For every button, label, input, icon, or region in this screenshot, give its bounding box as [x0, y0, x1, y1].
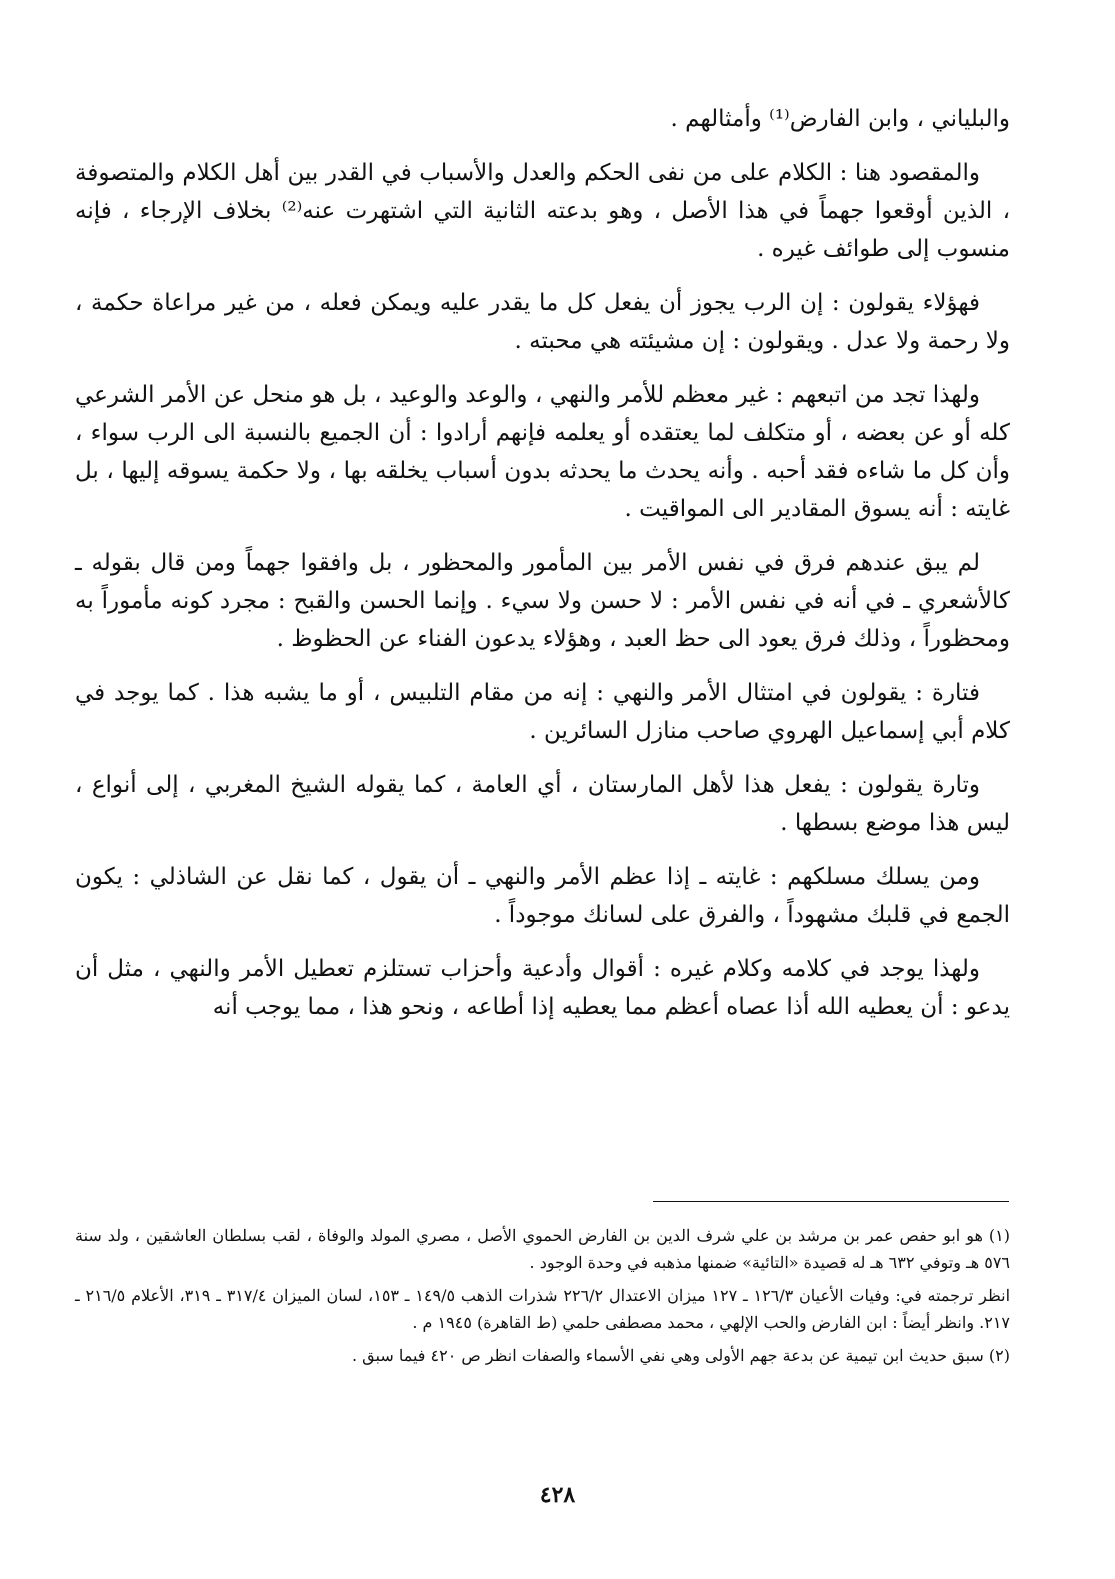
page-number: ٤٢٨: [539, 1482, 576, 1508]
footnote-separator: [653, 1201, 1009, 1202]
paragraph: لم يبق عندهم فرق في نفس الأمر بين المأمور والمحظور ، بل وافقوا جهماً ومن قال بقوله ـ كالأشعري ـ في أنه في نفس الأمر : لا حسن ولا سيء . وإنما الحسن والقبح : مجرد كونه مأموراً به ومحظوراً ، وذلك فرق يعود الى حظ العبد ، وهؤلاء يدعون الفناء عن الحظوظ .: [75, 550, 1010, 652]
footnotes: [75, 1222, 1010, 1375]
footnote: (٢) سبق حديث ابن تيمية عن بدعة جهم الأولى وهي نفي الأسماء والصفات انظر ص ٤٢٠ فيما سبق .: [351, 1346, 1010, 1365]
footnote: (١) هو ابو حفص عمر بن مرشد بن علي شرف الدين بن الفارض الحموي الأصل ، مصري المولد والوفاة ، لقب بسلطان العاشقين ، ولد سنة ٥٧٦ هـ وتوفي ٦٣٢ هـ له قصيدة «التائية» ضمنها مذهبه في وحدة الوجود .: [75, 1226, 1010, 1272]
paragraph: ولهذا تجد من اتبعهم : غير معظم للأمر والنهي ، والوعد والوعيد ، بل هو منحل عن الأمر الشرعي كله أو عن بعضه ، أو متكلف لما يعتقده أو يعلمه فإنهم أرادوا : أن الجميع بالنسبة الى الرب سواء ، وأن كل ما شاءه فقد أحبه . وأنه يحدث ما يحدثه بدون أسباب يخلقه بها ، ولا حكمة يسوقه إليها ، بل غايته : أنه يسوق المقادير الى المواقيت .: [75, 382, 1010, 522]
paragraph: والمقصود هنا : الكلام على من نفى الحكم والعدل والأسباب في القدر بين أهل الكلام والمتصوفة ، الذين أوقعوا جهماً في هذا الأصل ، وهو بدعته الثانية التي اشتهرت عنه⁽²⁾ بخلاف الإرجاء ، فإنه منسوب إلى طوائف غيره .: [75, 160, 1010, 262]
paragraph: وتارة يقولون : يفعل هذا لأهل المارستان ، أي العامة ، كما يقوله الشيخ المغربي ، إلى أنواع ، ليس هذا موضع بسطها .: [75, 772, 1010, 836]
paragraph: ومن يسلك مسلكهم : غايته ـ إذا عظم الأمر والنهي ـ أن يقول ، كما نقل عن الشاذلي : يكون الجمع في قلبك مشهوداً ، والفرق على لسانك موجوداً .: [75, 864, 1010, 928]
footnote-references: انظر ترجمته في: وفيات الأعيان ١٢٦/٣ ـ ١٢٧ ميزان الاعتدال ٢٢٦/٢ شذرات الذهب ١٤٩/٥ ـ ١٥٣، لسان الميزان ٣١٧/٤ ـ ٣١٩، الأعلام ٢١٦/٥ ـ ٢١٧. وانظر أيضاً : ابن الفارض والحب الإلهي ، محمد مصطفى حلمي (ط القاهرة) ١٩٤٥ م .: [75, 1286, 1011, 1332]
paragraph: فتارة : يقولون في امتثال الأمر والنهي : إنه من مقام التلبيس ، أو ما يشبه هذا . كما يوجد في كلام أبي إسماعيل الهروي صاحب منازل السائرين .: [75, 680, 1010, 744]
main-text: [75, 100, 1010, 1042]
paragraph: والبلياني ، وابن الفارض⁽¹⁾ وأمثالهم .: [670, 106, 1010, 132]
paragraph: فهؤلاء يقولون : إن الرب يجوز أن يفعل كل ما يقدر عليه ويمكن فعله ، من غير مراعاة حكمة ، ولا رحمة ولا عدل . ويقولون : إن مشيئته هي محبته .: [75, 290, 1010, 354]
paragraph: ولهذا يوجد في كلامه وكلام غيره : أقوال وأدعية وأحزاب تستلزم تعطيل الأمر والنهي ، مثل أن يدعو : أن يعطيه الله أذا عصاه أعظم مما يعطيه إذا أطاعه ، ونحو هذا ، مما يوجب أنه: [75, 956, 1010, 1020]
